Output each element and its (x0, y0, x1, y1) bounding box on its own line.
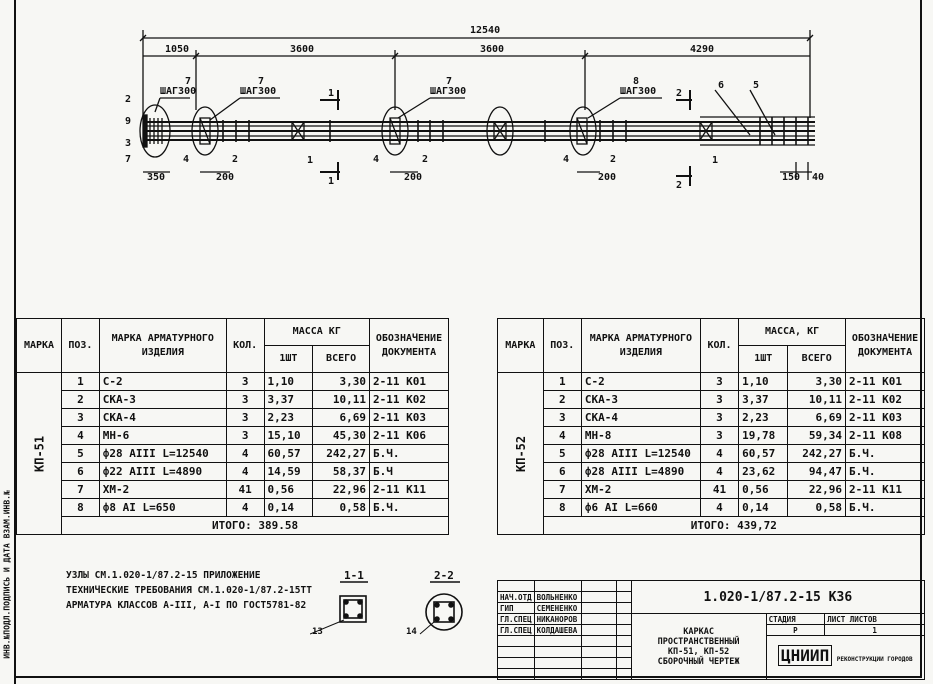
table-cell: 41 (226, 481, 264, 499)
table-cell: ф28 АIII L=12540 (581, 445, 700, 463)
table-cell: 8 (62, 499, 100, 517)
name: КОЛДАШЕВА (534, 625, 581, 636)
table-cell: 3 (700, 427, 738, 445)
title-block-table (497, 580, 925, 680)
table-cell: 4 (226, 445, 264, 463)
table-cell: 7 (543, 481, 581, 499)
table-cell: 242,27 (788, 445, 846, 463)
table-cell: 58,37 (313, 463, 370, 481)
org-sub: РЕКОНСТРУКЦИИ ГОРОДОВ (836, 656, 913, 663)
total-value: ИТОГО: 389.58 (62, 517, 449, 535)
callout-7d: 7 (125, 154, 132, 165)
table-cell: 2-11 К02 (370, 391, 449, 409)
table-cell: 6,69 (313, 409, 370, 427)
note-line: ТЕХНИЧЕСКИЕ ТРЕБОВАНИЯ СМ.1.020-1/87.2-15ТТ (66, 585, 312, 596)
role: ГЛ.СПЕЦ (498, 614, 535, 625)
title-line: ПРОСТРАНСТВЕННЫЙ (657, 636, 740, 647)
table-cell: СКА-3 (581, 391, 700, 409)
doc-code: 1.020-1/87.2-15 К36 (631, 581, 924, 614)
table-cell: 15,10 (264, 427, 313, 445)
callout-4c: 4 (563, 154, 570, 165)
table-cell: Б.Ч. (846, 463, 925, 481)
callout-2c: 2 (610, 154, 617, 165)
callout-7c: 7 (446, 76, 453, 87)
table-cell: Б.Ч. (846, 499, 925, 517)
table-cell: 0,14 (739, 499, 788, 517)
table-cell: 5 (543, 445, 581, 463)
table-cell: 242,27 (313, 445, 370, 463)
table-cell: 2-11 К01 (370, 373, 449, 391)
marka-cell: КП-51 (17, 373, 62, 535)
table-cell: 2-11 К08 (846, 427, 925, 445)
table-row (498, 373, 925, 391)
table-cell: Б.Ч. (370, 445, 449, 463)
step-label-2: ШАГ300 (240, 86, 277, 97)
th-kol: КОЛ. (700, 319, 738, 373)
table-cell: 4 (226, 463, 264, 481)
table-cell: 2-11 К11 (846, 481, 925, 499)
name: ВОЛЬНЕНКО (534, 592, 581, 603)
table-cell: Б.Ч. (846, 445, 925, 463)
table-cell: 5 (62, 445, 100, 463)
table-cell: 6 (543, 463, 581, 481)
table-row (17, 463, 449, 481)
callout-4b: 4 (373, 154, 380, 165)
table-cell: 0,56 (264, 481, 313, 499)
table-row (498, 481, 925, 499)
table-row (17, 427, 449, 445)
role: ГИП (498, 603, 535, 614)
name: НИКАНОРОВ (534, 614, 581, 625)
bottom-dim-200c: 200 (598, 172, 617, 183)
step-label-1: ШАГ300 (160, 86, 197, 97)
table-cell: 2-11 К11 (370, 481, 449, 499)
table-cell: С-2 (99, 373, 226, 391)
note-line: УЗЛЫ СМ.1.020-1/87.2-15 ПРИЛОЖЕНИЕ (66, 570, 261, 581)
bottom-dim-200a: 200 (216, 172, 235, 183)
section-mark-2-bottom: 2 (676, 180, 683, 191)
th-marka: МАРКА (17, 319, 62, 373)
callout-9: 9 (125, 116, 132, 127)
table-cell: Б.Ч (370, 463, 449, 481)
table-cell: 23,62 (739, 463, 788, 481)
dim-2: 3600 (290, 44, 315, 55)
table-cell: 4 (700, 463, 738, 481)
table-cell: 3,30 (788, 373, 846, 391)
table-cell: СКА-4 (99, 409, 226, 427)
bottom-dim-150: 150 (782, 172, 801, 183)
table-cell: ф28 АIII L=4890 (581, 463, 700, 481)
table-cell: 4 (226, 499, 264, 517)
table-cell: 2-11 К02 (846, 391, 925, 409)
table-cell: 1,10 (739, 373, 788, 391)
org-logo: ЦНИИП (778, 645, 832, 666)
section-2-num: 14 (406, 627, 417, 637)
table-row (17, 373, 449, 391)
callout-7b: 7 (258, 76, 265, 87)
callout-8: 8 (633, 76, 640, 87)
table-cell: 41 (700, 481, 738, 499)
table-cell: 1 (543, 373, 581, 391)
title-line: КП-51, КП-52 (667, 646, 730, 657)
table-cell: 3 (226, 427, 264, 445)
th-sht: 1ШТ (264, 346, 313, 373)
table-cell: 3 (226, 391, 264, 409)
total-row (498, 517, 925, 535)
cross-sections (310, 568, 480, 648)
section-mark-1-top: 1 (328, 88, 335, 99)
marka-cell: КП-52 (498, 373, 544, 535)
total-value: ИТОГО: 439,72 (543, 517, 924, 535)
th-sht: 1ШТ (739, 346, 788, 373)
th-poz: ПОЗ. (543, 319, 581, 373)
table-cell: ХМ-2 (99, 481, 226, 499)
dim-4: 4290 (690, 44, 715, 55)
table-cell: 3,30 (313, 373, 370, 391)
th-marka: МАРКА (498, 319, 544, 373)
table-cell: С-2 (581, 373, 700, 391)
stage-value: Р (766, 625, 825, 636)
table-cell: 2-11 К06 (370, 427, 449, 445)
callout-2b: 2 (422, 154, 429, 165)
th-poz: ПОЗ. (62, 319, 100, 373)
table-cell: 2-11 К03 (370, 409, 449, 427)
table-cell: 0,56 (739, 481, 788, 499)
table-cell: ф8 АI L=650 (99, 499, 226, 517)
callout-2: 2 (125, 94, 132, 105)
sheet-hdr: ЛИСТ (827, 614, 846, 624)
table-cell: 0,58 (788, 499, 846, 517)
th-doc: ОБОЗНАЧЕНИЕ ДОКУМЕНТА (846, 319, 925, 373)
table-cell: 0,14 (264, 499, 313, 517)
section-2-label: 2-2 (434, 569, 454, 582)
th-vsego: ВСЕГО (788, 346, 846, 373)
table-cell: 2-11 К03 (846, 409, 925, 427)
callout-4a: 4 (183, 154, 190, 165)
table-cell: 3 (700, 373, 738, 391)
table-cell: 4 (62, 427, 100, 445)
table-row (17, 409, 449, 427)
table-cell: 3 (226, 409, 264, 427)
table-cell: МН-8 (581, 427, 700, 445)
table-cell: ХМ-2 (581, 481, 700, 499)
table-cell: 0,58 (313, 499, 370, 517)
spec-table-right (497, 318, 925, 535)
table-cell: 4 (543, 427, 581, 445)
callout-5: 5 (753, 80, 760, 91)
table-row (498, 499, 925, 517)
table-cell: 7 (62, 481, 100, 499)
th-massa: МАССА КГ (264, 319, 369, 346)
callout-1a: 1 (307, 155, 314, 166)
table-cell: МН-6 (99, 427, 226, 445)
callout-3: 3 (125, 138, 132, 149)
th-kol: КОЛ. (226, 319, 264, 373)
callout-7a: 7 (185, 76, 192, 87)
th-izdelie: МАРКА АРМАТУРНОГО ИЗДЕЛИЯ (581, 319, 700, 373)
step-label-4: ШАГ300 (620, 86, 657, 97)
total-row (17, 517, 449, 535)
table-cell: 2-11 К01 (846, 373, 925, 391)
th-massa: МАССА, КГ (739, 319, 846, 346)
table-cell: ф28 АIII L=12540 (99, 445, 226, 463)
role: НАЧ.ОТД (498, 592, 535, 603)
table-row (498, 427, 925, 445)
sheets-hdr: ЛИСТОВ (849, 614, 877, 624)
table-cell: 60,57 (739, 445, 788, 463)
assembly-drawing (0, 0, 933, 320)
table-cell: 45,30 (313, 427, 370, 445)
table-cell: 19,78 (739, 427, 788, 445)
table-cell: СКА-4 (581, 409, 700, 427)
table-cell: 14,59 (264, 463, 313, 481)
table-cell: 1 (62, 373, 100, 391)
dim-1: 1050 (165, 44, 190, 55)
name: СЕМЕНЕНКО (534, 603, 581, 614)
table-row (17, 481, 449, 499)
sidebar-text: ИНВ.№ПОДЛ.ПОДПИСЬ И ДАТА ВЗАМ.ИНВ.№ (2, 490, 12, 659)
table-cell: 22,96 (788, 481, 846, 499)
stage-hdr: СТАДИЯ (768, 614, 796, 624)
drawing-title (631, 614, 766, 680)
table-cell: ф6 АI L=660 (581, 499, 700, 517)
table-cell: 2 (62, 391, 100, 409)
table-cell: 2,23 (264, 409, 313, 427)
table-cell: 2,23 (739, 409, 788, 427)
bottom-dim-40: 40 (812, 172, 825, 183)
title-line: КАРКАС (683, 626, 714, 637)
section-mark-2-top: 2 (676, 88, 683, 99)
table-row (498, 391, 925, 409)
notes (66, 568, 312, 613)
table-cell: 8 (543, 499, 581, 517)
section-1-num: 13 (312, 627, 323, 637)
table-cell: 94,47 (788, 463, 846, 481)
th-doc: ОБОЗНАЧЕНИЕ ДОКУМЕНТА (370, 319, 449, 373)
stage-header (766, 614, 825, 625)
table-cell: 2 (543, 391, 581, 409)
sidebar-strip (0, 470, 16, 684)
th-vsego: ВСЕГО (313, 346, 370, 373)
bottom-dim-200b: 200 (404, 172, 423, 183)
role: ГЛ.СПЕЦ (498, 625, 535, 636)
table-cell: 3 (226, 373, 264, 391)
bottom-dim-350: 350 (147, 172, 166, 183)
table-row (17, 499, 449, 517)
callout-2a: 2 (232, 154, 239, 165)
table-row (498, 409, 925, 427)
callout-6: 6 (718, 80, 725, 91)
table-cell: 4 (700, 445, 738, 463)
step-label-3: ШАГ300 (430, 86, 467, 97)
dim-3: 3600 (480, 44, 505, 55)
table-cell: СКА-3 (99, 391, 226, 409)
callout-1b: 1 (712, 155, 719, 166)
sheets-value: 1 (825, 625, 925, 636)
sheet-header (825, 614, 925, 625)
table-cell: 3 (62, 409, 100, 427)
table-row (17, 445, 449, 463)
table-cell: 10,11 (788, 391, 846, 409)
table-cell: 10,11 (313, 391, 370, 409)
title-block (497, 580, 925, 680)
section-mark-1-bottom: 1 (328, 176, 335, 187)
table-cell: 3,37 (739, 391, 788, 409)
table-cell: 6 (62, 463, 100, 481)
table-cell: 3 (543, 409, 581, 427)
table-row (498, 463, 925, 481)
table-cell: 3 (700, 409, 738, 427)
section-1-label: 1-1 (344, 569, 364, 582)
table-cell: 3,37 (264, 391, 313, 409)
dim-total: 12540 (470, 25, 501, 36)
table-cell: 59,34 (788, 427, 846, 445)
table-cell: 22,96 (313, 481, 370, 499)
table-cell: 4 (700, 499, 738, 517)
organization (766, 636, 924, 680)
title-line: СБОРОЧНЫЙ ЧЕРТЕЖ (657, 656, 740, 667)
table-cell: 60,57 (264, 445, 313, 463)
table-row (17, 391, 449, 409)
th-izdelie: МАРКА АРМАТУРНОГО ИЗДЕЛИЯ (99, 319, 226, 373)
table-cell: 1,10 (264, 373, 313, 391)
table-cell: ф22 АIII L=4890 (99, 463, 226, 481)
table-cell: 6,69 (788, 409, 846, 427)
spec-table-left (16, 318, 449, 535)
note-line: АРМАТУРА КЛАССОВ А-III, А-I ПО ГОСТ5781-82 (66, 600, 307, 611)
table-row (498, 445, 925, 463)
table-cell: Б.Ч. (370, 499, 449, 517)
table-cell: 3 (700, 391, 738, 409)
